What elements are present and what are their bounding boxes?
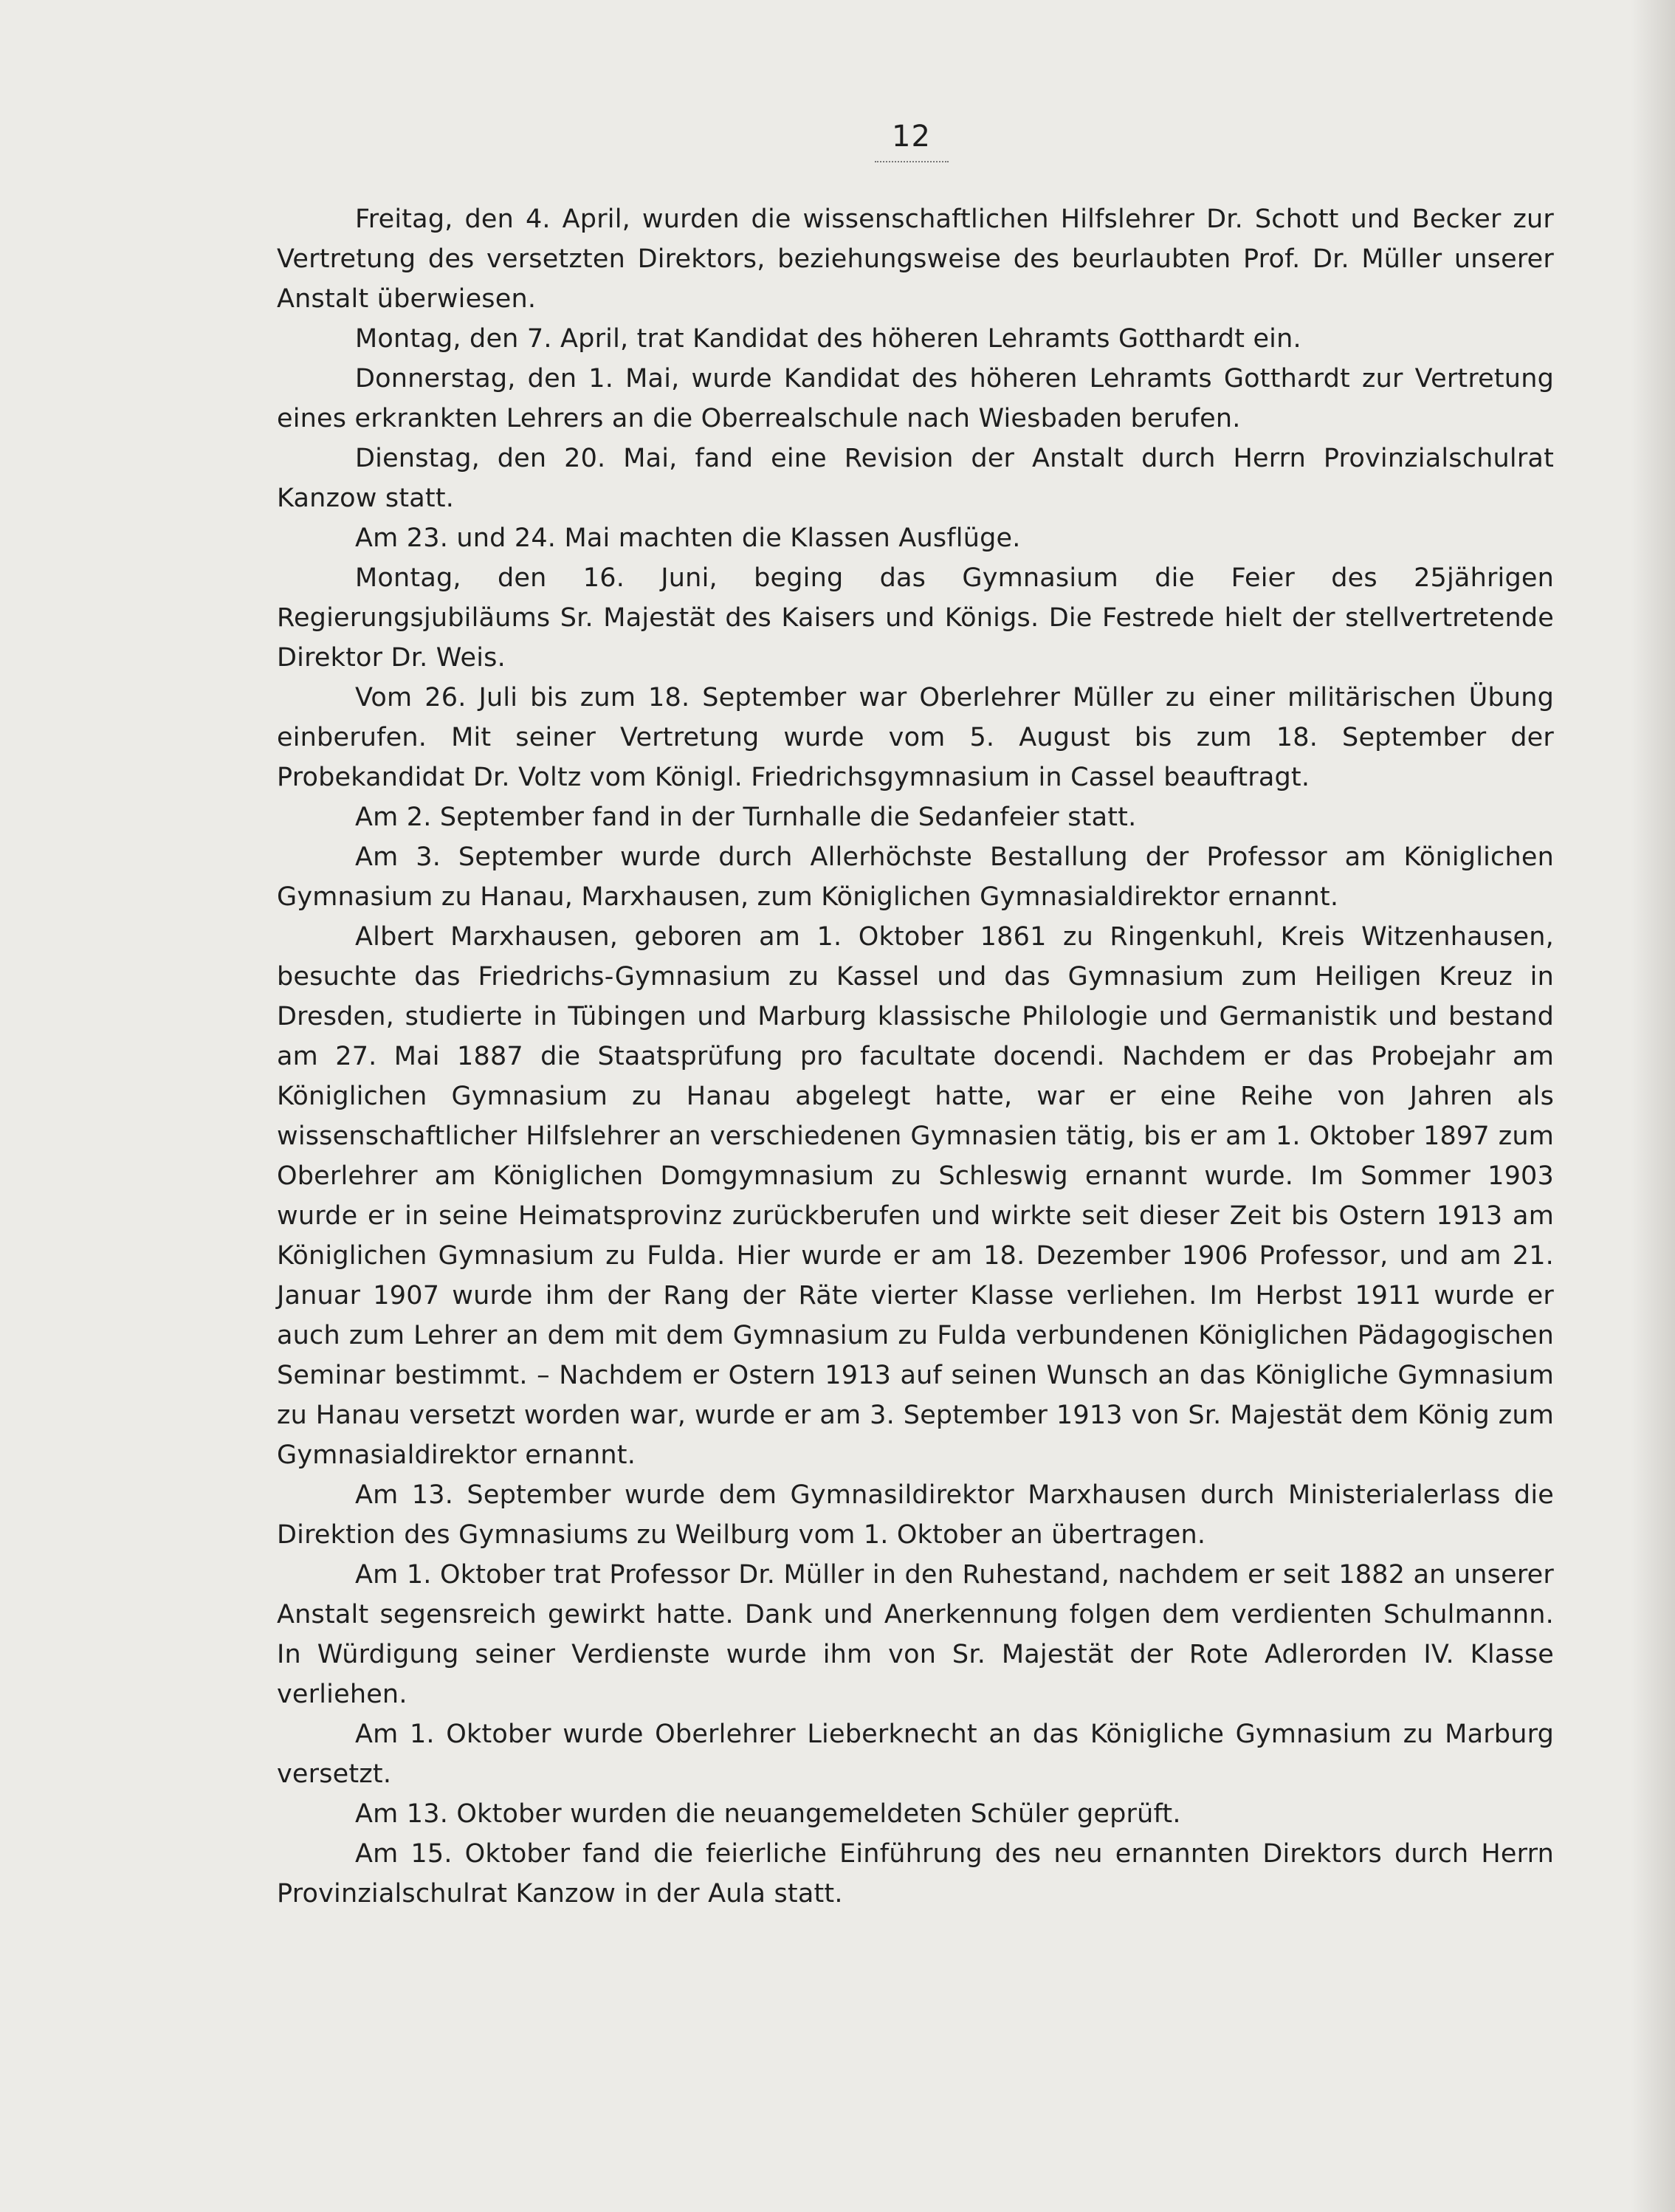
- paragraph-schott-becker: Freitag, den 4. April, wurden die wissenschaftlichen Hilfslehrer Dr. Schott und Becker zur Vertretung des versetzten Direktors, beziehungsweise des beurlaubten Prof. Dr. Müller unserer Anstalt überwiesen.: [277, 205, 1554, 314]
- paragraph-gotthardt-wiesbaden: Donnerstag, den 1. Mai, wurde Kandidat des höheren Lehramts Gotthardt zur Vertretung eines erkrankten Lehrers an die Oberrealschule nach Wiesbaden berufen.: [277, 364, 1554, 433]
- paragraph-marxhausen-weilburg: Am 13. September wurde dem Gymnasildirektor Marxhausen durch Ministerialerlass die Direktion des Gymnasiums zu Weilburg vom 1. Oktober an übertragen.: [277, 1480, 1554, 1550]
- paragraph-ausfluege: Am 23. und 24. Mai machten die Klassen Ausflüge.: [355, 523, 1021, 553]
- paragraph-sedanfeier: Am 2. September fand in der Turnhalle die Sedanfeier statt.: [355, 803, 1137, 832]
- paragraph-schuelerpruefung: Am 13. Oktober wurden die neuangemeldeten Schüler geprüft.: [355, 1799, 1181, 1829]
- paragraph-marxhausen-biographie: Albert Marxhausen, geboren am 1. Oktober 1861 zu Ringenkuhl, Kreis Witzenhausen, besuchte das Friedrichs-Gymnasium zu Kassel und das Gymnasium zum Heiligen Kreuz in Dresden, studierte in Tübingen und Marburg klassische Philologie und Germanistik und bestand am 27. Mai 1887 die Staatsprüfung pro facultate docendi. Nachdem er das Probejahr am Königlichen Gymnasium zu Hanau abgelegt hatte, war er eine Reihe von Jahren als wissenschaftlicher Hilfslehrer an verschiedenen Gymnasien tätig, bis er am 1. Oktober 1897 zum Oberlehrer am Königlichen Domgymnasium zu Schleswig ernannt wurde. Im Sommer 1903 wurde er in seine Heimatsprovinz zurückberufen und wirkte seit dieser Zeit bis Ostern 1913 am Königlichen Gymnasium zu Fulda. Hier wurde er am 18. Dezember 1906 Professor, und am 21. Januar 1907 wurde ihm der Rang der Räte vierter Klasse verliehen. Im Herbst 1911 wurde er auch zum Lehrer an dem mit dem Gymnasium zu Fulda verbundenen Königlichen Pädagogischen Seminar bestimmt. – Nachdem er Ostern 1913 auf seinen Wunsch an das Königliche Gymnasium zu Hanau versetzt worden war, wurde er am 3. September 1913 von Sr. Majestät dem König zum Gymnasialdirektor ernannt.: [277, 922, 1554, 1470]
- paragraph-revision: Dienstag, den 20. Mai, fand eine Revision der Anstalt durch Herrn Provinzialschulrat Kanzow statt.: [277, 444, 1554, 513]
- page-number-underline: [875, 161, 949, 162]
- paragraph-mueller-ruhestand: Am 1. Oktober trat Professor Dr. Müller in den Ruhestand, nachdem er seit 1882 an unserer Anstalt segensreich gewirkt hatte. Dank und Anerkennung folgen dem verdienten Schulmannn. In Würdigung seiner Verdienste wurde ihm von Sr. Majestät der Rote Adlerorden IV. Klasse verliehen.: [277, 1560, 1554, 1709]
- paragraph-gotthardt-start: Montag, den 7. April, trat Kandidat des höheren Lehramts Gotthardt ein.: [355, 324, 1301, 354]
- paragraph-einfuehrung: Am 15. Oktober fand die feierliche Einführung des neu ernannten Direktors durch Herrn Provinzialschulrat Kanzow in der Aula statt.: [277, 1839, 1554, 1909]
- paragraph-lieberknecht: Am 1. Oktober wurde Oberlehrer Lieberknecht an das Königliche Gymnasium zu Marburg versetzt.: [277, 1720, 1554, 1789]
- paragraph-jubilaeum: Montag, den 16. Juni, beging das Gymnasium die Feier des 25jährigen Regierungsjubiläums Sr. Majestät des Kaisers und Königs. Die Festrede hielt der stellvertretende Direktor Dr. Weis.: [277, 563, 1554, 673]
- paragraph-mueller-uebung: Vom 26. Juli bis zum 18. September war Oberlehrer Müller zu einer militärischen Übung einberufen. Mit seiner Vertretung wurde vom 5. August bis zum 18. September der Probekandidat Dr. Voltz vom Königl. Friedrichsgymnasium in Cassel beauftragt.: [277, 683, 1554, 792]
- page-edge-shadow: [1631, 0, 1675, 2212]
- page-number: 12: [892, 120, 931, 154]
- paragraph-marxhausen-ernennung: Am 3. September wurde durch Allerhöchste Bestallung der Professor am Königlichen Gymnasium zu Hanau, Marxhausen, zum Königlichen Gymnasialdirektor ernannt.: [277, 842, 1554, 912]
- chronicle-text: [277, 199, 1554, 1914]
